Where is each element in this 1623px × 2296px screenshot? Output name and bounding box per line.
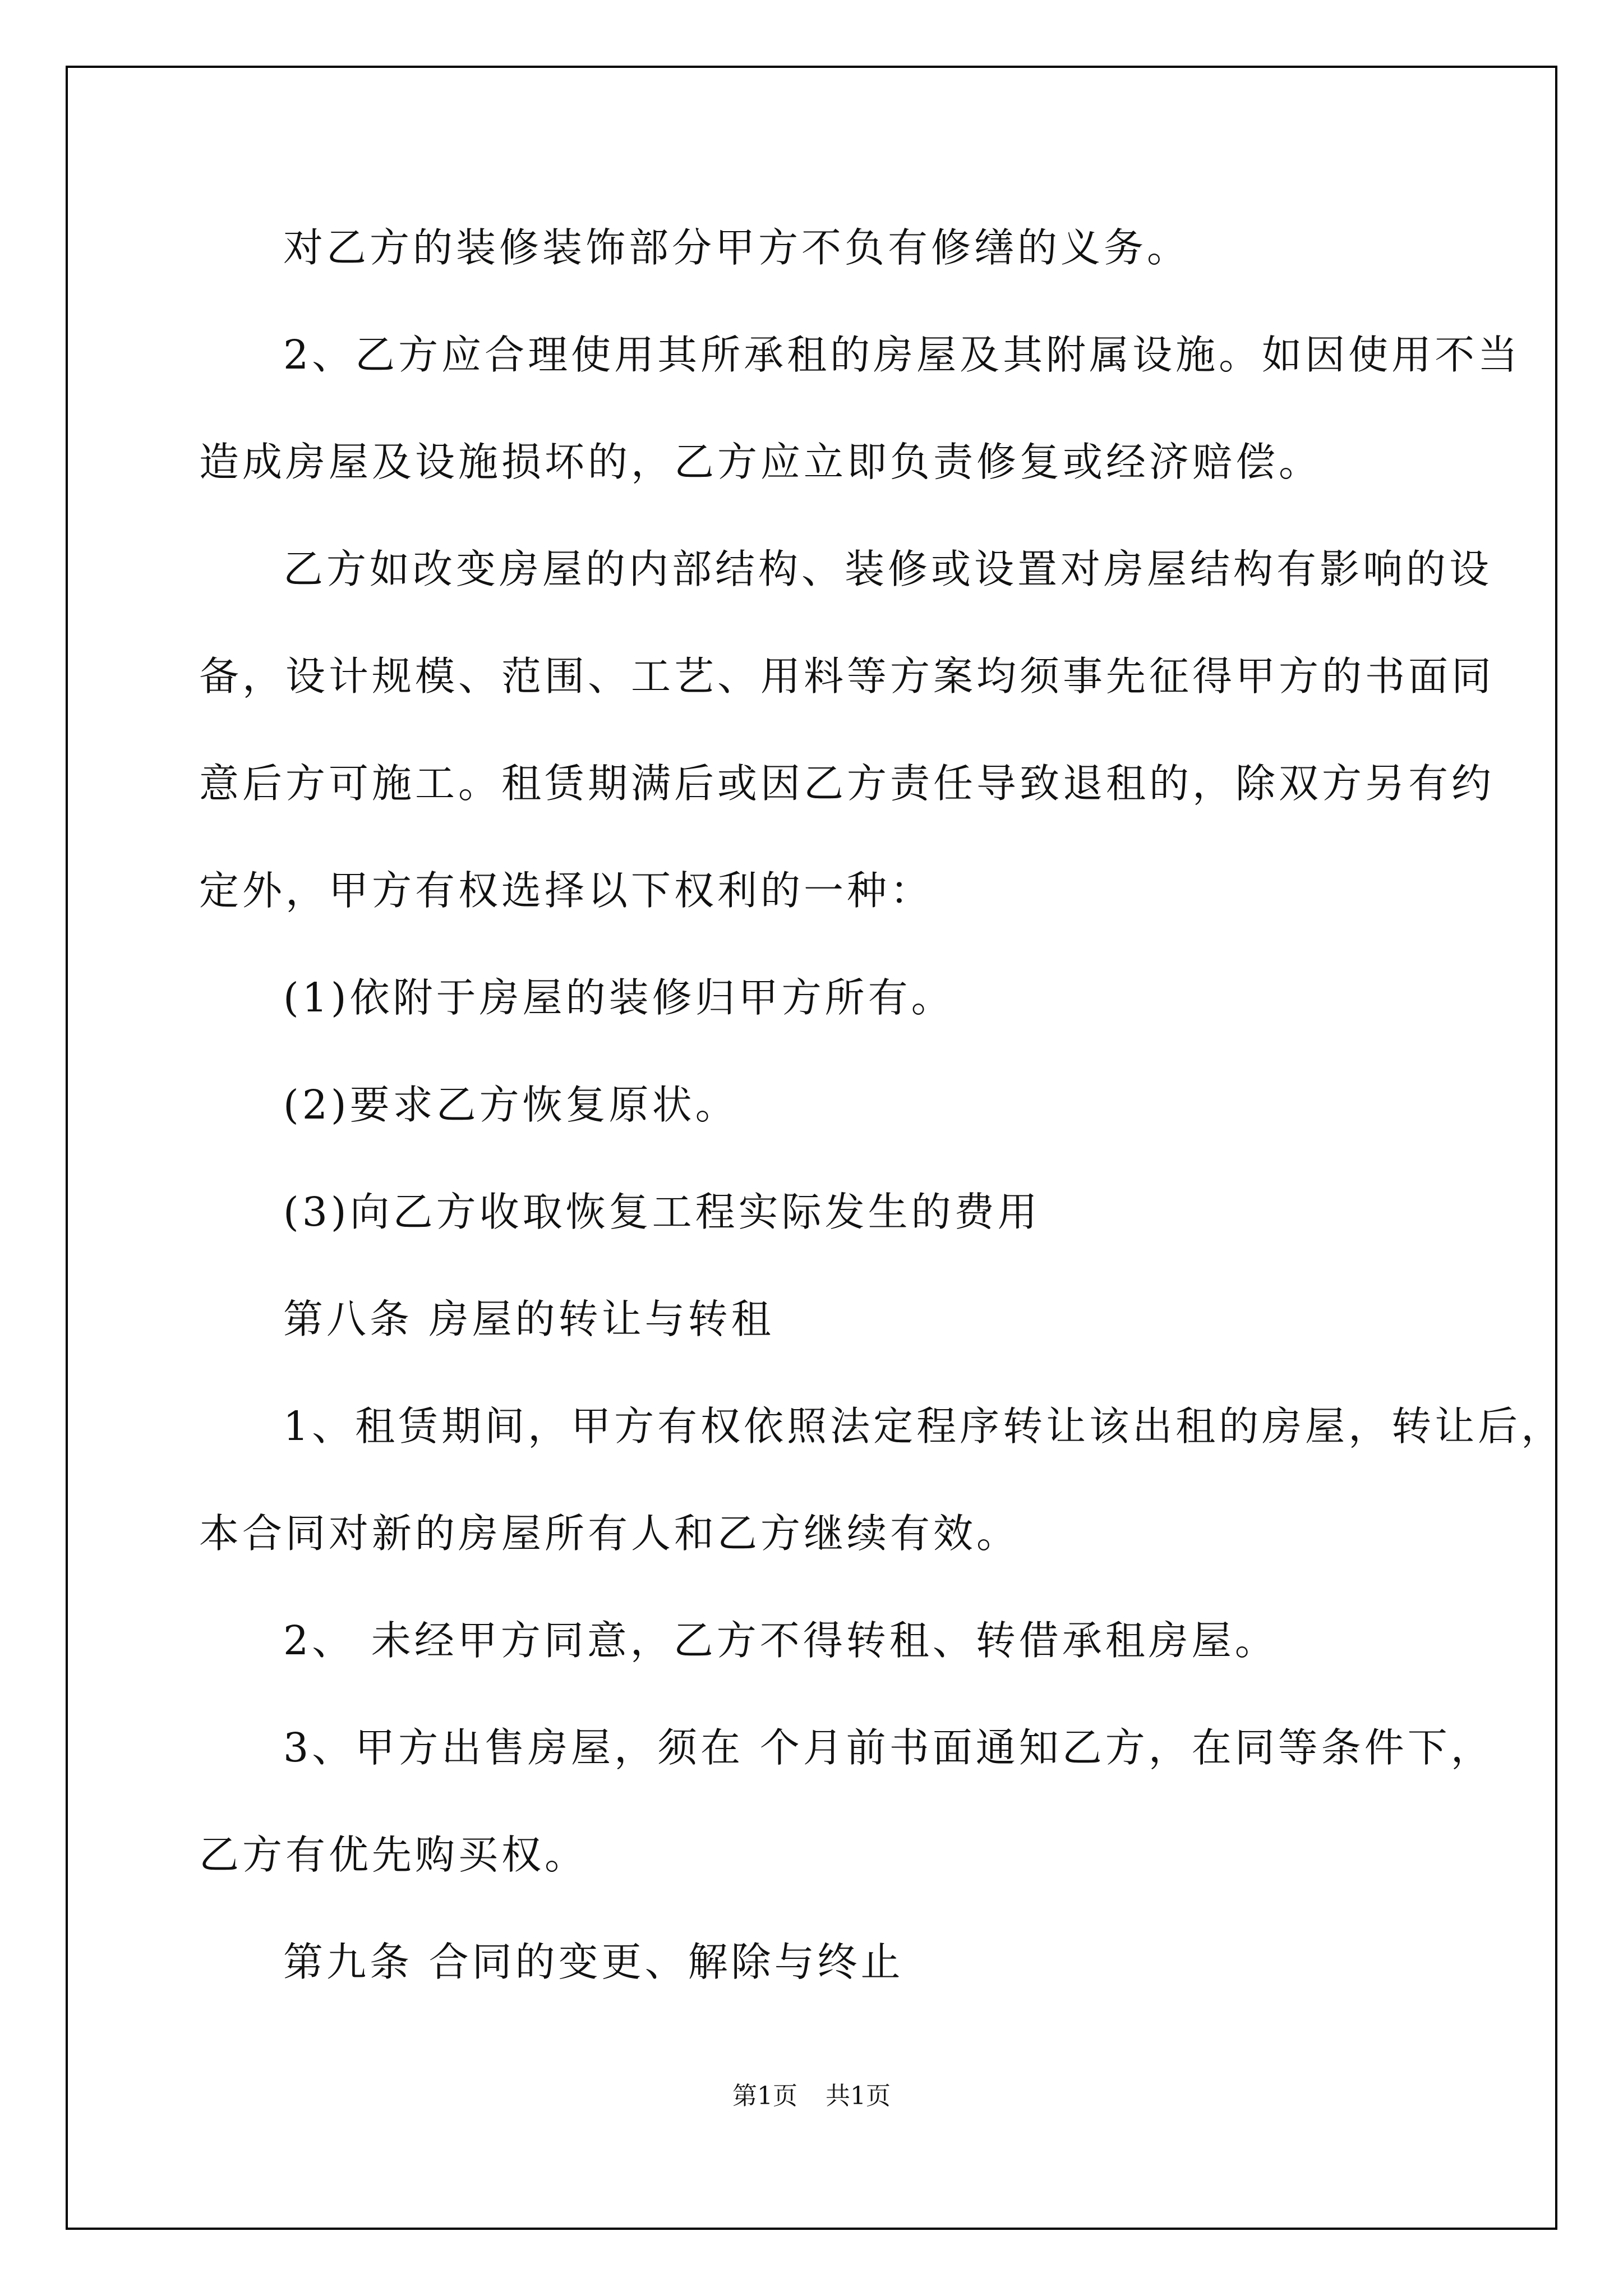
section-heading: 第八条 房屋的转让与转租 — [283, 1296, 774, 1342]
text-line: 意后方可施工。租赁期满后或因乙方责任导致退租的，除双方另有约 — [199, 760, 1495, 807]
text-line: 备，设计规模、范围、工艺、用料等方案均须事先征得甲方的书面同 — [199, 653, 1495, 700]
text-line: 定外，甲方有权选择以下权利的一种： — [199, 867, 934, 914]
list-item: (3)向乙方收取恢复工程实际发生的费用 — [283, 1189, 1041, 1235]
text-line: 乙方有优先购买权。 — [199, 1832, 588, 1878]
text-line: 1、租赁期间，甲方有权依照法定程序转让该出租的房屋，转让后， — [283, 1403, 1565, 1450]
text-line: 本合同对新的房屋所有人和乙方继续有效。 — [199, 1510, 1020, 1557]
page-number-current: 第1页 — [732, 2082, 797, 2110]
text-line: 乙方如改变房屋的内部结构、装修或设置对房屋结构有影响的设 — [283, 546, 1493, 592]
page-footer — [0, 2076, 1623, 2111]
list-item: (2)要求乙方恢复原状。 — [283, 1082, 739, 1128]
text-line: 造成房屋及设施损坏的，乙方应立即负责修复或经济赔偿。 — [199, 439, 1322, 485]
section-heading: 第九条 合同的变更、解除与终止 — [283, 1939, 904, 1985]
text-line: 3、甲方出售房屋，须在 个月前书面通知乙方，在同等条件下， — [283, 1724, 1494, 1771]
text-line: 2、 未经甲方同意，乙方不得转租、转借承租房屋。 — [283, 1617, 1278, 1664]
text-line: 对乙方的装修装饰部分甲方不负有修缮的义务。 — [283, 224, 1191, 271]
text-line: 2、乙方应合理使用其所承租的房屋及其附属设施。如因使用不当 — [283, 332, 1521, 378]
page-number-total: 共1页 — [826, 2082, 891, 2110]
list-item: (1)依附于房屋的装修归甲方所有。 — [283, 974, 955, 1021]
document-body — [199, 213, 1565, 2035]
